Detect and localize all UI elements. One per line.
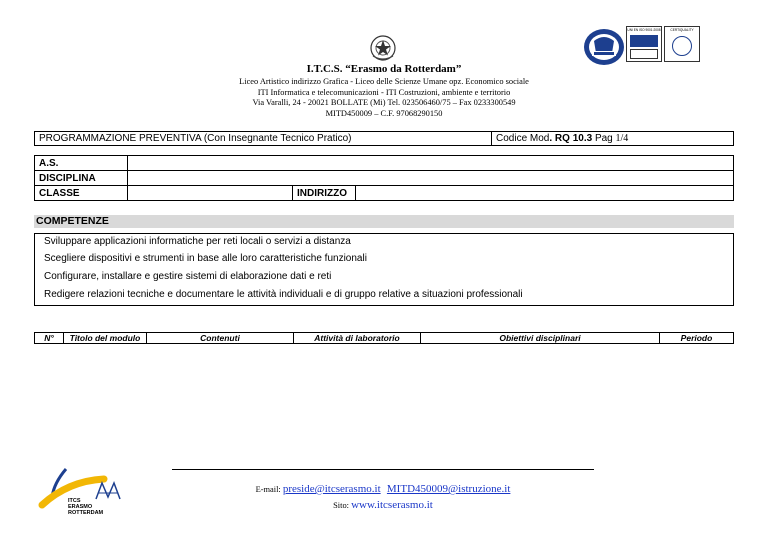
header-line: ITI Informatica e telecomunicazioni - ITI Costruzioni, ambiente e territorio — [257, 87, 511, 97]
footer-site: Sito: www.itcserasmo.it — [333, 499, 433, 511]
republic-emblem-icon — [369, 34, 397, 62]
footer-email: E-mail: preside@itcserasmo.it MITD450009@istruzione.it — [255, 483, 511, 495]
school-logo — [38, 463, 130, 523]
footer-divider — [172, 469, 594, 470]
col-header-periodo: Periodo — [660, 333, 734, 344]
competenza-item: Sviluppare applicazioni informatiche per reti locali o servizi a distanza — [44, 236, 351, 247]
cert-iso-box — [626, 26, 662, 62]
site-link[interactable]: www.itcserasmo.it — [351, 499, 433, 511]
logo-text-line: ERASMO — [68, 503, 93, 510]
competenza-item: Scegliere dispositivi e strumenti in base alle loro caratteristiche funzionali — [44, 253, 367, 264]
classe-label: CLASSE — [35, 186, 128, 201]
as-label: A.S. — [35, 156, 128, 171]
col-header-obiettivi: Obiettivi disciplinari — [421, 333, 660, 344]
email-link-istruzione[interactable]: MITD450009@istruzione.it — [386, 483, 511, 495]
col-header-attivita: Attività di laboratorio — [294, 333, 421, 344]
header-line: Liceo Artistico indirizzo Grafica - Liceo delle Scienze Umane opz. Economico sociale — [239, 77, 529, 86]
classe-value-field[interactable] — [128, 186, 293, 201]
school-address-block — [0, 77, 768, 119]
indirizzo-value-field[interactable] — [356, 186, 734, 201]
col-header-titolo: Titolo del modulo — [64, 333, 147, 344]
indirizzo-label: INDIRIZZO — [293, 186, 356, 201]
logo-text-line: ITCS — [68, 498, 81, 504]
col-header-contenuti: Contenuti — [147, 333, 294, 344]
modules-table — [34, 332, 734, 344]
module-code-cell: Codice Mod. RQ 10.3 Pag 1/4 — [492, 132, 734, 146]
competenze-list — [34, 233, 734, 306]
email-link-preside[interactable]: preside@itcserasmo.it — [282, 483, 381, 495]
competenze-title: COMPETENZE — [34, 215, 734, 228]
certiquality-seal-logo — [582, 27, 626, 67]
header-line: Via Varalli, 24 - 20021 BOLLATE (Mi) Tel. 023506460/75 – Fax 0233300549 — [252, 98, 516, 108]
disciplina-value-field[interactable] — [128, 171, 734, 186]
cert-iso-text: UNI EN ISO 9001:2008 — [627, 28, 661, 32]
competenza-item: Redigere relazioni tecniche e documentare le attività individuali e di gruppo relative a situazioni professionali — [44, 289, 523, 300]
col-header-numero: N° — [35, 333, 64, 344]
competenza-item: Configurare, installare e gestire sistemi di elaborazione dati e reti — [44, 271, 332, 282]
header-line: MITD450009 – C.F. 97068290150 — [325, 108, 443, 118]
class-info-table — [34, 155, 734, 201]
cert-brand-text: CERTIQUALITY — [670, 28, 694, 32]
as-value-field[interactable] — [128, 156, 734, 171]
prog-title-cell: PROGRAMMAZIONE PREVENTIVA (Con Insegnante Tecnico Pratico) — [35, 132, 492, 146]
school-name: I.T.C.S. “Erasmo da Rotterdam” — [306, 63, 462, 75]
cert-brand-box — [664, 26, 700, 62]
logo-text-line: ROTTERDAM — [68, 509, 104, 516]
disciplina-label: DISCIPLINA — [35, 171, 128, 186]
prog-header-table — [34, 131, 734, 146]
